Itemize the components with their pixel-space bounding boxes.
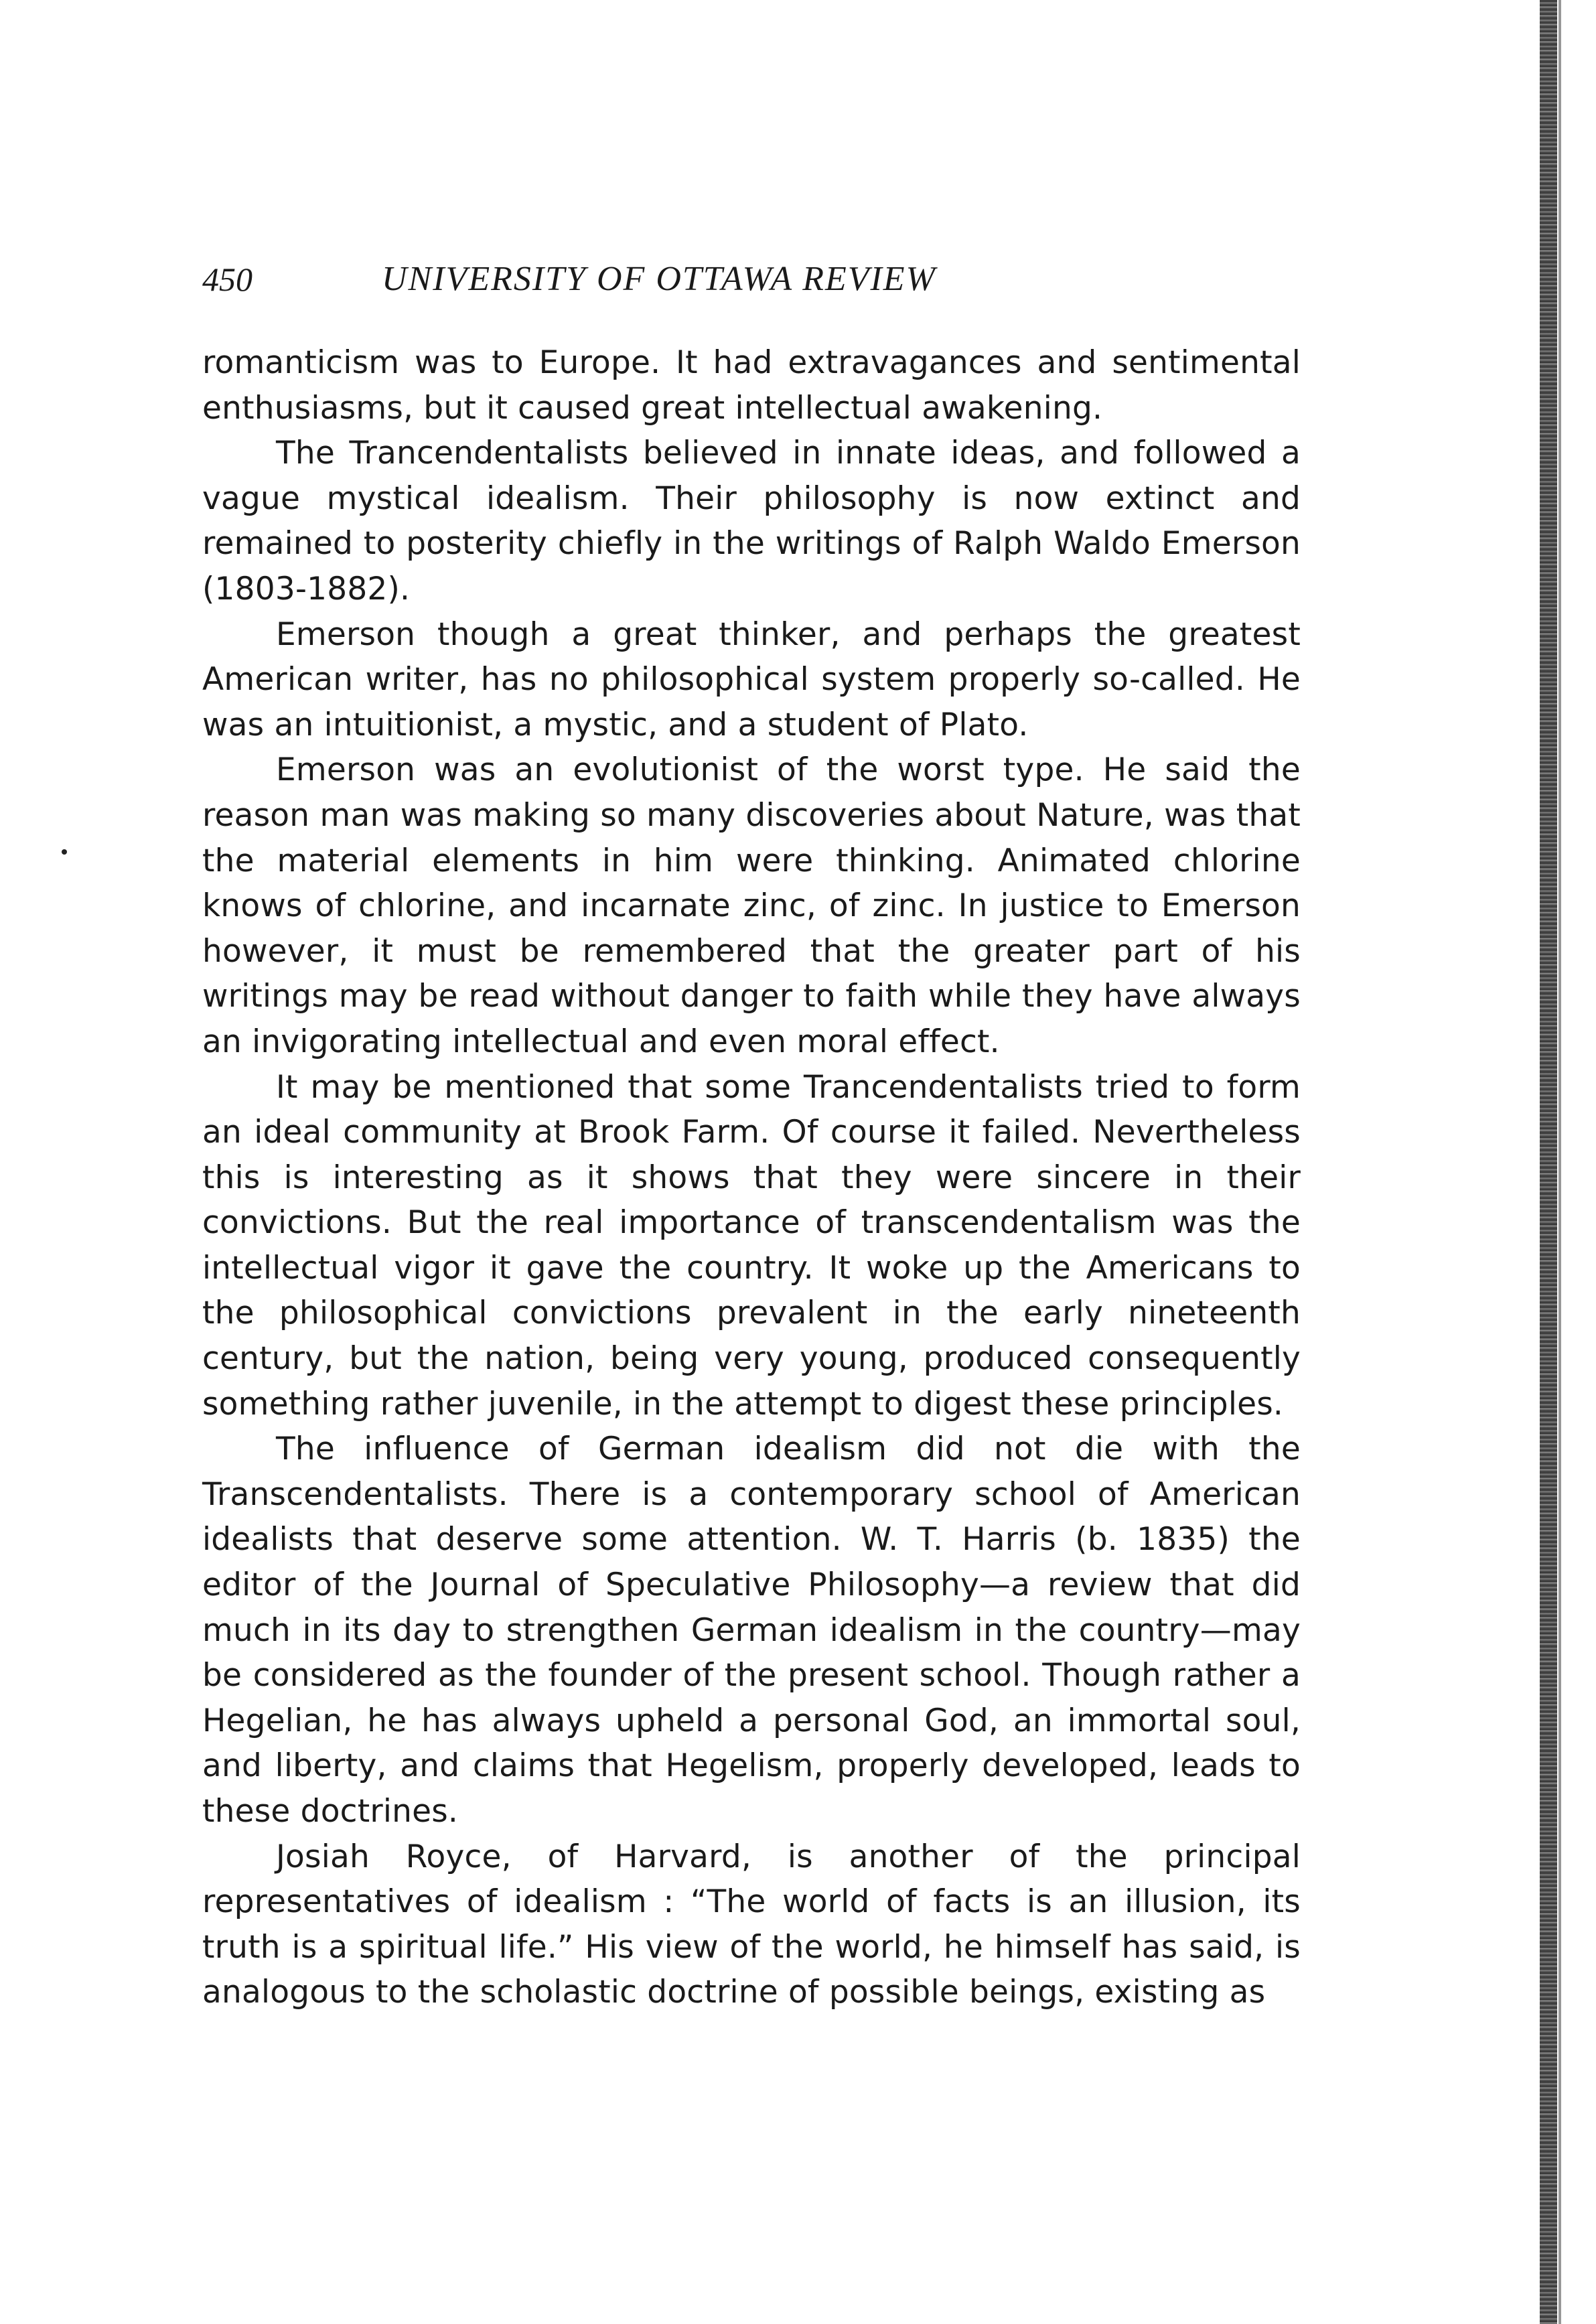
paragraph: Josiah Royce, of Harvard, is another of the principal representatives of idealism : “The world of facts is an illusion, its truth is a spiritual life.” His view of the world, he himself has said, is analogous to the scholastic doctrine of possible beings, existing as — [202, 1838, 1301, 2011]
paragraph: Emerson though a great thinker, and perhaps the greatest American writer, has no philosophical system properly so-called. He was an intuitionist, a mystic, and a student of Plato. — [202, 615, 1301, 743]
page-number: 450 — [202, 261, 252, 298]
page-binding-edge — [1540, 0, 1557, 2324]
paragraph: The Trancendentalists believed in innate ideas, and followed a vague mystical idealism. Their philosophy is now extinct and remained to posterity chiefly in the writings of Ralph Waldo Emerson (1803-1882). — [202, 435, 1301, 607]
scan-speck — [62, 849, 67, 855]
paragraph: romanticism was to Europe. It had extravagances and sentimental enthusiasms, but it caused great intellectual awakening. — [202, 344, 1301, 427]
page-header — [202, 256, 1341, 303]
paragraph: Emerson was an evolutionist of the worst type. He said the reason man was making so many discoveries about Nature, was that the material elements in him were thinking. Animated chlorine knows of chlorine, and incarnate zinc, of zinc. In justice to Emerson however, it must be remembered that the greater part of his writings may be read without danger to faith while they have always an invigorating intellectual and even moral effect. — [202, 751, 1301, 1060]
page-edge-line — [1558, 0, 1561, 2324]
running-title: UNIVERSITY OF OTTAWA REVIEW — [382, 260, 936, 298]
paragraph: It may be mentioned that some Trancendentalists tried to form an ideal community at Brook Farm. Of course it failed. Nevertheless this is interesting as it shows that they were sincere in their convictions. But the real importance of transcendentalism was the intellectual vigor it gave the country. It woke up the Americans to the philosophical convictions prevalent in the early nineteenth century, but the nation, being very young, produced consequently something rather juvenile, in the attempt to digest these principles. — [202, 1068, 1301, 1423]
paragraph: The influence of German idealism did not die with the Transcendentalists. There is a contemporary school of American idealists that deserve some attention. W. T. Harris (b. 1835) the editor of the Journal of Speculative Philosophy—a review that did much in its day to strengthen German idealism in the country—may be considered as the founder of the present school. Though rather a Hegelian, he has always upheld a personal God, an immortal soul, and liberty, and claims that Hegelism, properly developed, leads to these doctrines. — [202, 1431, 1301, 1830]
article-body — [202, 340, 1301, 2015]
